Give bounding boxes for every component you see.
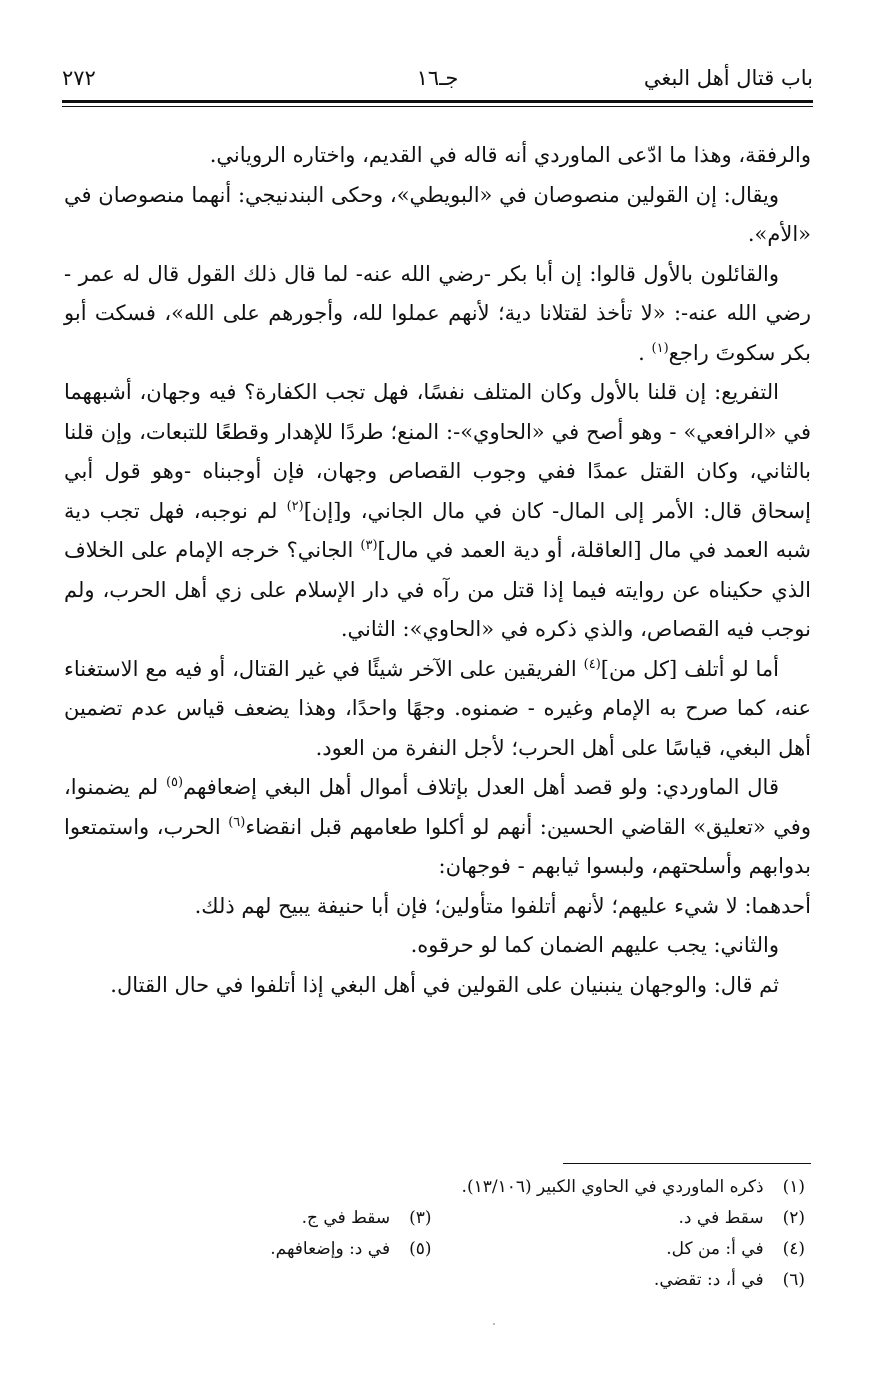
footnote-number: (٢) bbox=[782, 1208, 805, 1228]
paragraph: والقائلون بالأول قالوا: إن أبا بكر -رضي الله عنه- لما قال ذلك القول قال له عمر - رضي الله عنه-: «لا تأخذ لقتلانا دية؛ لأنهم عملوا لله، وأجورهم على الله»، فسكت أبو بكر سكوتَ راجع$^{(١)}$ . bbox=[64, 261, 811, 365]
volume-number: جـ١٦ bbox=[416, 66, 459, 90]
footnote-text: سقط في د. bbox=[678, 1208, 764, 1228]
chapter-title: باب قتال أهل البغي bbox=[643, 66, 813, 90]
footnote-text: في د: وإضعافهم. bbox=[270, 1239, 391, 1259]
footnote-number: (٦) bbox=[782, 1270, 805, 1290]
paragraph: والرفقة، وهذا ما ادّعى الماوردي أنه قاله في القديم، واختاره الروياني. bbox=[209, 143, 811, 167]
footnote-item bbox=[438, 1234, 812, 1265]
footnote-item bbox=[64, 1203, 438, 1234]
page-number: ٢٧٢ bbox=[62, 66, 96, 90]
page-header bbox=[62, 62, 813, 94]
footnote-number: (٣) bbox=[409, 1208, 432, 1228]
footnote-separator bbox=[563, 1163, 811, 1164]
paragraph: أما لو أتلف [كل من]$^{(٤)}$ الفريقين على الآخر شيئًا في غير القتال، أو فيه مع الاستغناء عنه، كما صرح به الإمام وغيره - ضمنوه. وجهًا واحدًا، وهذا يضعف قياس عدم تضمين أهل البغي، قياسًا على أهل الحرب؛ لأجل النفرة من العود. bbox=[64, 656, 811, 760]
footnote-item bbox=[438, 1203, 812, 1234]
footnote-number: (١) bbox=[782, 1177, 805, 1197]
footnote-text: سقط في ج. bbox=[301, 1208, 391, 1228]
paragraph: قال الماوردي: ولو قصد أهل العدل بإتلاف أموال أهل البغي إضعافهم$^{(٥)}$ لم يضمنوا، وفي «تعليق» القاضي الحسين: أنهم لو أكلوا طعامهم قبل انقضاء$^{(٦)}$ الحرب، واستمتعوا بدوابهم وأسلحتهم، ولبسوا ثيابهم - فوجهان: bbox=[64, 775, 811, 878]
footnote-row bbox=[64, 1172, 811, 1203]
footnote-ref: (١) bbox=[651, 340, 669, 356]
paragraph: أحدهما: لا شيء عليهم؛ لأنهم أتلفوا متأولين؛ فإن أبا حنيفة يبيح لهم ذلك. bbox=[194, 893, 811, 918]
footnote-text: في أ: من كل. bbox=[666, 1239, 764, 1259]
main-text bbox=[64, 136, 811, 1005]
paragraph: التفريع: إن قلنا بالأول وكان المتلف نفسًا، فهل تجب الكفارة؟ فيه وجهان، أشبههما في «الرافعي» - وهو أصح في «الحاوي»-: المنع؛ طردًا للإهدار وقطعًا للتبعات، وإن قلنا بالثاني، وكان القتل عمدًا ففي وجوب القصاص وجهان، فإن أوجبناه -وهو قول أبي إسحاق قال: الأمر إلى المال- كان في مال الجاني، و[إن]$^{(٢)}$ لم نوجبه، فهل تجب دية شبه العمد في مال [العاقلة، أو دية العمد في مال]$^{(٣)}$ الجاني؟ خرجه الإمام على الخلاف الذي حكيناه عن روايته فيما إذا قتل من رآه في دار الإسلام على زي أهل الحرب، ولم نوجب فيه القصاص، والذي ذكره في «الحاوي»: الثاني. bbox=[64, 380, 811, 641]
footnote-item bbox=[415, 1265, 811, 1296]
footnote-ref: (٦) bbox=[228, 814, 246, 830]
footnote-row bbox=[64, 1234, 811, 1265]
footnote-ref: (٣) bbox=[360, 538, 378, 553]
footnote-ref: (٥) bbox=[165, 775, 184, 790]
paragraph: ثم قال: والوجهان ينبنيان على القولين في أهل البغي إذا أتلفوا في حال القتال. bbox=[110, 972, 779, 997]
paragraph: والثاني: يجب عليهم الضمان كما لو حرقوه. bbox=[410, 933, 779, 957]
paragraph: ويقال: إن القولين منصوصان في «البويطي»، وحكى البندنيجي: أنهما منصوصان في «الأم». bbox=[64, 182, 811, 246]
footnote-ref: (٤) bbox=[583, 656, 601, 672]
scan-speck bbox=[493, 1323, 495, 1325]
footnote-text: ذكره الماوردي في الحاوي الكبير (١٣/١٠٦). bbox=[461, 1177, 764, 1197]
header-rule-thin bbox=[62, 106, 813, 107]
footnote-text: في أ، د: تقضي. bbox=[653, 1270, 764, 1290]
footnote-row bbox=[64, 1203, 811, 1234]
footnotes bbox=[64, 1172, 811, 1296]
footnote-ref: (٢) bbox=[286, 498, 304, 514]
footnote-number: (٤) bbox=[782, 1239, 805, 1259]
footnote-item bbox=[105, 1172, 811, 1203]
footnote-item bbox=[64, 1234, 438, 1265]
header-rule-thick bbox=[62, 100, 813, 103]
footnote-number: (٥) bbox=[409, 1239, 432, 1259]
footnote-row bbox=[64, 1265, 811, 1296]
